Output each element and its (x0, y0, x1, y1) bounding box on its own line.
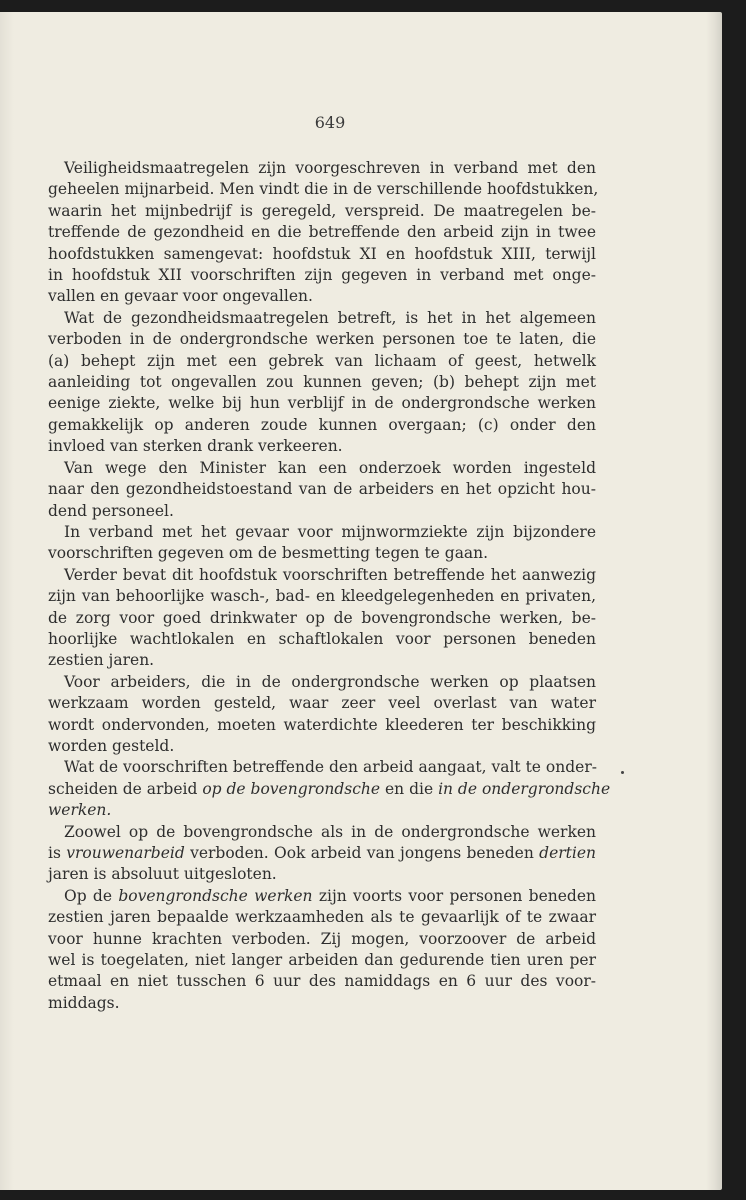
text-line: naar den gezondheidstoestand van de arbeiders en het opzicht hou- (48, 480, 596, 499)
text-line: dend personeel. (48, 501, 174, 520)
body-text (48, 158, 611, 1014)
text-line: eenige ziekte, welke bij hun verblijf in de ondergrondsche werken (48, 394, 596, 413)
text-line: Van wege den Minister kan een onderzoek worden ingesteld (64, 458, 596, 477)
text-segment: is (48, 844, 67, 862)
italic-phrase: bovengrondsche werken (118, 886, 313, 905)
italic-phrase: in de ondergrondsche (438, 779, 611, 798)
paragraph-8 (48, 822, 596, 886)
paragraph-2 (48, 308, 596, 458)
text-line: verboden in de ondergrondsche werken personen toe te laten, die (48, 330, 596, 349)
text-line: aanleiding tot ongevallen zou kunnen geven; (b) behept zijn met (48, 373, 596, 392)
text-segment: Op de (64, 886, 119, 905)
text-line: (a) behept zijn met een gebrek van lichaam of geest, hetwelk (48, 351, 596, 370)
text-line: de zorg voor goed drinkwater op de bovengrondsche werken, be- (48, 608, 596, 627)
paragraph-5 (48, 565, 596, 672)
text-line: gemakkelijk op anderen zoude kunnen overgaan; (c) onder den (48, 415, 596, 434)
italic-phrase: vrouwenarbeid (66, 844, 185, 862)
text-line: in hoofdstuk XII voorschriften zijn gegeven in verband met onge- (48, 266, 596, 285)
paragraph-6 (48, 672, 596, 758)
ink-speck (621, 771, 624, 774)
page-number: 649 (314, 113, 346, 132)
paragraph-1 (48, 158, 599, 308)
text-line (48, 779, 611, 800)
text-line: Veiligheidsmaatregelen zijn voorgeschreven in verband met den (64, 159, 596, 177)
text-line: hoofdstukken samengevat: hoofdstuk XI en hoofdstuk XIII, terwijl (48, 244, 596, 263)
text-segment: verboden. Ook arbeid van jongens beneden (184, 844, 540, 862)
text-segment: en die (380, 779, 439, 798)
text-line: worden gesteld. (48, 736, 175, 755)
text-line: jaren is absoluut uitgesloten. (48, 865, 277, 884)
italic-phrase: werken. (48, 801, 112, 820)
text-line: Voor arbeiders, die in de ondergrondsche werken op plaatsen (64, 672, 596, 691)
text-line: invloed van sterken drank verkeeren. (48, 437, 343, 456)
text-line (48, 886, 596, 907)
text-line: geheelen mijnarbeid. Men vindt die in de verschillende hoofdstukken, (48, 180, 599, 199)
text-line: middags. (48, 993, 120, 1012)
text-line: vallen en gevaar voor ongevallen. (48, 287, 313, 306)
text-line: voor hunne krachten verboden. Zij mogen, voorzoover de arbeid (48, 929, 596, 948)
paragraph-4 (48, 522, 596, 565)
text-line: Zoowel op de bovengrondsche als in de ondergrondsche werken (64, 822, 596, 841)
binding-shadow (0, 12, 14, 1190)
text-line: wordt ondervonden, moeten waterdichte kleederen ter beschikking (48, 715, 596, 734)
text-line: zestien jaren bepaalde werkzaamheden als te gevaarlijk of te zwaar (48, 908, 596, 927)
text-segment: zijn voorts voor personen beneden (312, 886, 596, 905)
text-line: hoorlijke wachtlokalen en schaftlokalen voor personen beneden (48, 629, 596, 648)
text-line: zestien jaren. (48, 651, 155, 670)
text-line: werkzaam worden gesteld, waar zeer veel overlast van water (48, 694, 596, 713)
text-segment: scheiden de arbeid (48, 779, 203, 798)
text-line: waarin het mijnbedrijf is geregeld, verspreid. De maatregelen be- (48, 201, 596, 220)
text-line: Wat de voorschriften betreffende den arbeid aangaat, valt te onder- (64, 758, 597, 777)
italic-phrase: op de bovengrondsche (202, 779, 381, 798)
italic-phrase: dertien (539, 844, 596, 862)
text-line: wel is toegelaten, niet langer arbeiden dan gedurende tien uren per (48, 951, 596, 970)
text-line: zijn van behoorlijke wasch-, bad- en kleedgelegenheden en privaten, (48, 587, 596, 606)
paragraph-7 (48, 757, 611, 821)
text-line: Wat de gezondheidsmaatregelen betreft, is het in het algemeen (64, 308, 596, 327)
text-line (48, 800, 596, 821)
page-edge-shadow (706, 12, 722, 1190)
text-line: Verder bevat dit hoofdstuk voorschriften betreffende het aanwezig (64, 565, 596, 584)
text-line (48, 843, 596, 864)
paragraph-3 (48, 458, 596, 522)
text-line: voorschriften gegeven om de besmetting tegen te gaan. (48, 544, 489, 563)
text-line: treffende de gezondheid en die betreffende den arbeid zijn in twee (48, 223, 596, 242)
text-line: etmaal en niet tusschen 6 uur des namiddags en 6 uur des voor- (48, 972, 596, 991)
paragraph-9 (48, 886, 596, 1014)
text-line: In verband met het gevaar voor mijnwormziekte zijn bijzondere (64, 522, 596, 541)
